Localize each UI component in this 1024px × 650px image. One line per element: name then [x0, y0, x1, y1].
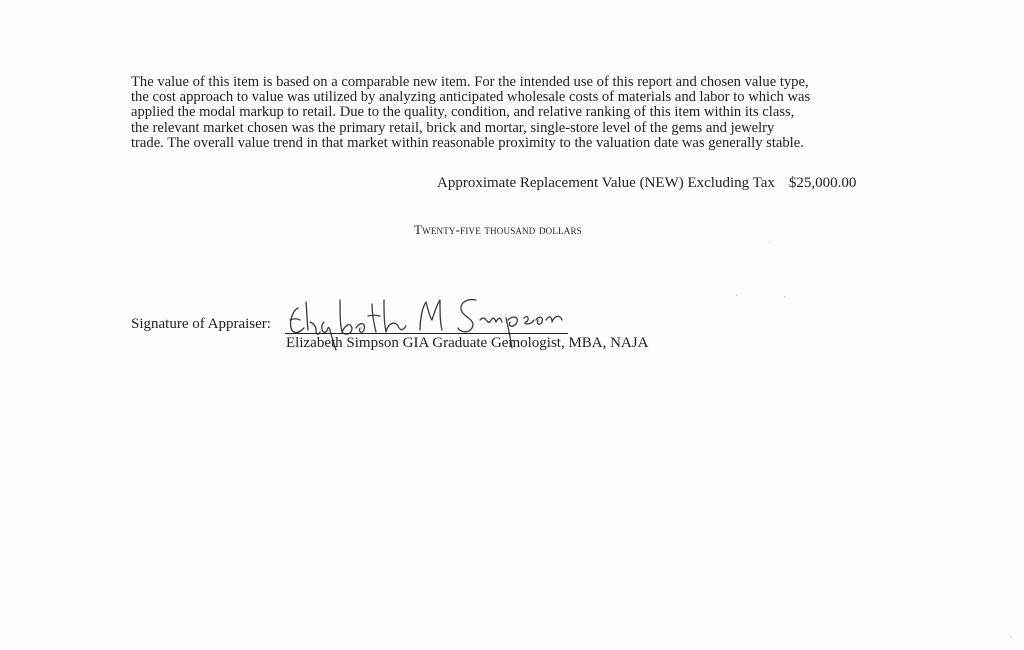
valuation-paragraph	[131, 75, 911, 151]
signature-label: Signature of Appraiser:	[131, 316, 271, 332]
scan-speck	[736, 294, 738, 296]
paragraph-line: the relevant market chosen was the primary retail, brick and mortar, single-store level of the gems and jewelry	[131, 119, 775, 136]
scan-speck	[1010, 636, 1012, 638]
paragraph-line: trade. The overall value trend in that market within reasonable proximity to the valuation date was generally stable.	[131, 134, 804, 151]
appraiser-name: Elizabeth Simpson GIA Graduate Gemologist, MBA, NAJA	[286, 335, 649, 351]
replacement-value-amount: $25,000.00	[788, 175, 857, 191]
paragraph-line: applied the modal markup to retail. Due to the quality, condition, and relative ranking of this item within its class,	[131, 104, 795, 121]
paragraph-line: the cost approach to value was utilized by analyzing anticipated wholesale costs of materials and labor to which was	[131, 89, 811, 106]
signature-line	[285, 333, 568, 334]
replacement-value-label: Approximate Replacement Value (NEW) Excluding Tax	[437, 175, 775, 191]
replacement-value-line	[437, 175, 856, 192]
scan-speck	[784, 296, 786, 298]
scan-speck	[769, 241, 771, 243]
paragraph-line: The value of this item is based on a comparable new item. For the intended use of this report and chosen value type,	[131, 74, 809, 90]
value-in-words: Twenty-five thousand dollars	[414, 222, 582, 237]
